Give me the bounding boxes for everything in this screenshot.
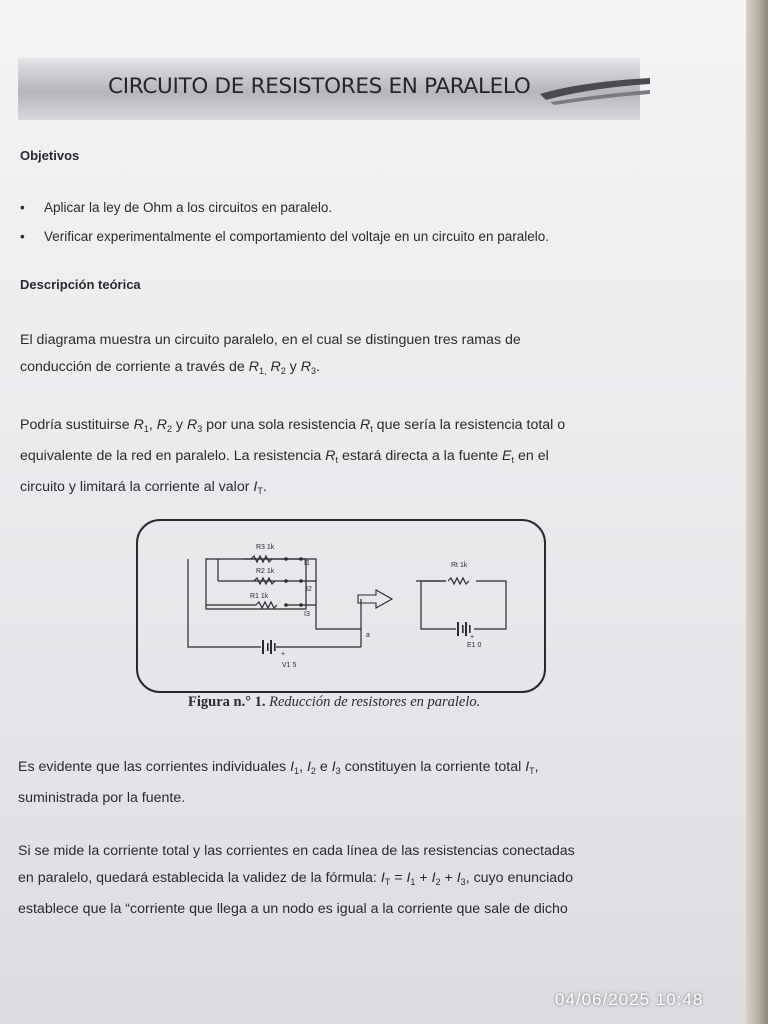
paragraph-3 bbox=[18, 754, 539, 812]
caption-label: Figura n.° 1. bbox=[188, 694, 266, 710]
text-run: por una sola resistencia bbox=[202, 417, 360, 433]
label-et: E1 0 bbox=[467, 642, 482, 649]
label-node: a bbox=[366, 632, 370, 639]
parallel-circuit-diagram bbox=[136, 519, 546, 693]
text-run: estará directa a la fuente bbox=[338, 448, 503, 464]
text-line: Si se mide la corriente total y las corrientes en cada línea de las resistencias conectadas bbox=[18, 843, 575, 859]
text-run: equivalente de la red en paralelo. La resistencia bbox=[20, 448, 326, 464]
text-run: , cuyo enunciado bbox=[465, 870, 573, 886]
label-i1: I1 bbox=[304, 560, 310, 567]
text-line: equivalente de la red en paralelo. La resistencia $R_t$ estará directa a la fuente $E_t$ en el bbox=[20, 448, 549, 465]
text-line: en paralelo, quedará establecida la validez de la fórmula: $I_T = I_1 + I_2 + I_3$, cuyo enunciado bbox=[18, 870, 573, 887]
text-run: constituyen la corriente total bbox=[340, 759, 526, 775]
text-line: suministrada por la fuente. bbox=[18, 790, 186, 806]
label-i2: I2 bbox=[306, 586, 312, 593]
text-run: conducción de corriente a través de bbox=[20, 359, 249, 375]
objetivos-heading: Objetivos bbox=[20, 148, 80, 163]
text-run: Es evidente que las corrientes individuales bbox=[18, 759, 291, 775]
page-edge-shadow bbox=[746, 0, 768, 1024]
paragraph-4 bbox=[18, 838, 575, 923]
label-rt: Rt 1k bbox=[451, 562, 468, 569]
paragraph-1 bbox=[20, 327, 521, 385]
label-source-plus: + bbox=[281, 651, 286, 658]
text-line: El diagrama muestra un circuito paralelo, en el cual se distinguen tres ramas de bbox=[20, 332, 521, 348]
objetivo-item bbox=[20, 200, 333, 215]
figure-caption bbox=[188, 694, 480, 711]
label-et-plus: + bbox=[470, 634, 475, 641]
label-r3: R3 1k bbox=[256, 544, 275, 551]
objetivo-text: Aplicar la ley de Ohm a los circuitos en paralelo. bbox=[44, 200, 333, 215]
banner-swoosh-decoration bbox=[540, 74, 650, 108]
label-r1: R1 1k bbox=[250, 593, 269, 600]
label-source: V1 5 bbox=[282, 662, 297, 669]
text-line: Es evidente que las corrientes individuales $I_1$, $I_2$ e $I_3$ constituyen la corriente total $I_T$, bbox=[18, 759, 539, 776]
objetivo-text: Verificar experimentalmente el comportamiento del voltaje en un circuito en paralelo. bbox=[44, 229, 550, 244]
paragraph-2 bbox=[20, 412, 565, 505]
label-i3: I3 bbox=[304, 611, 310, 618]
text-line: establece que la “corriente que llega a un nodo es igual a la corriente que sale de dicho bbox=[18, 901, 568, 917]
photo-timestamp: 04/06/2025 10:48 bbox=[555, 990, 704, 1009]
text-run: en paralelo, quedará establecida la validez de la fórmula: bbox=[18, 870, 381, 886]
text-run: que sería la resistencia total o bbox=[372, 417, 566, 433]
label-r2: R2 1k bbox=[256, 568, 275, 575]
text-run: en el bbox=[514, 448, 549, 464]
descripcion-heading: Descripción teórica bbox=[20, 277, 141, 292]
page-title: CIRCUITO DE RESISTORES EN PARALELO bbox=[108, 74, 531, 99]
bullet-icon: • bbox=[20, 229, 25, 244]
text-line: circuito y limitará la corriente al valor $I_T$. bbox=[20, 479, 267, 496]
bullet-icon: • bbox=[20, 200, 25, 215]
text-run: circuito y limitará la corriente al valor bbox=[20, 479, 254, 495]
text-line: conducción de corriente a través de $R_{1,}$ $R_2$ y $R_3$. bbox=[20, 359, 320, 376]
caption-text: Reducción de resistores en paralelo. bbox=[269, 694, 481, 710]
text-run: Podría sustituirse bbox=[20, 417, 134, 433]
text-line: Podría sustituirse $R_1$, $R_2$ y $R_3$ por una sola resistencia $R_t$ que sería la resistencia total o bbox=[20, 417, 566, 434]
objetivo-item bbox=[20, 229, 550, 244]
